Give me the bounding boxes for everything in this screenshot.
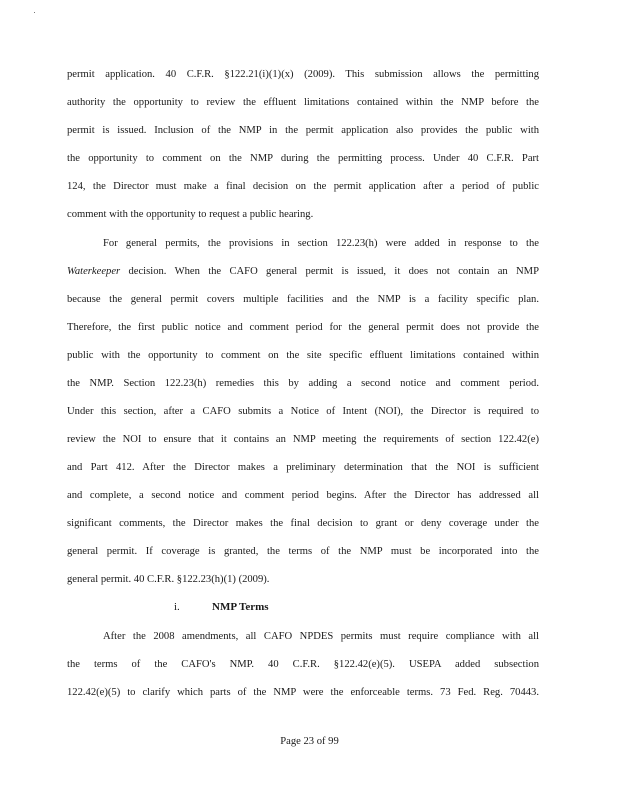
paragraph-2-line-12: general permit. If coverage is granted, the terms of the NMP must be incorporated into the: [67, 546, 539, 557]
paragraph-2-line-11: significant comments, the Director makes the final decision to grant or deny coverage under the: [67, 518, 539, 529]
paragraph-1-line-3: permit is issued. Inclusion of the NMP in the permit application also provides the public with: [67, 125, 539, 136]
paragraph-2-line-2-rest: decision. When the CAFO general permit is issued, it does not contain an NMP: [120, 266, 539, 277]
paragraph-3-line-2: the terms of the CAFO's NMP. 40 C.F.R. §122.42(e)(5). USEPA added subsection: [67, 659, 539, 670]
section-heading: [174, 600, 269, 614]
paragraph-2-line-3: because the general permit covers multiple facilities and the NMP is a facility specific plan.: [67, 294, 539, 305]
case-name-italic: Waterkeeper: [67, 266, 121, 277]
paragraph-2-line-5: public with the opportunity to comment on the site specific effluent limitations contained within: [67, 350, 539, 361]
paragraph-2-line-9: and Part 412. After the Director makes a preliminary determination that the NOI is sufficient: [67, 462, 539, 473]
paragraph-1-line-6: comment with the opportunity to request a public hearing.: [67, 209, 314, 220]
paragraph-2-line-10: and complete, a second notice and comment period begins. After the Director has addressed all: [67, 490, 539, 501]
paragraph-1-line-4: the opportunity to comment on the NMP during the permitting process. Under 40 C.F.R. Part: [67, 153, 539, 164]
paragraph-1-line-2: authority the opportunity to review the effluent limitations contained within the NMP before the: [67, 97, 539, 108]
scan-speck: [34, 12, 35, 13]
paragraph-2-line-7: Under this section, after a CAFO submits a Notice of Intent (NOI), the Director is required to: [67, 406, 539, 417]
paragraph-1-line-5: 124, the Director must make a final decision on the permit application after a period of public: [67, 181, 539, 192]
paragraph-2-line-13: general permit. 40 C.F.R. §122.23(h)(1) (2009).: [67, 574, 270, 585]
section-heading-number: i.: [174, 601, 180, 613]
page-number-footer: Page 23 of 99: [280, 736, 339, 747]
paragraph-2-line-2: [67, 265, 539, 279]
paragraph-2-line-6: the NMP. Section 122.23(h) remedies this by adding a second notice and comment period.: [67, 378, 539, 389]
paragraph-2-line-1: For general permits, the provisions in section 122.23(h) were added in response to the: [103, 238, 539, 249]
paragraph-1-line-1: permit application. 40 C.F.R. §122.21(i)(1)(x) (2009). This submission allows the permitting: [67, 69, 539, 80]
paragraph-3-line-3: 122.42(e)(5) to clarify which parts of the NMP were the enforceable terms. 73 Fed. Reg. 70443.: [67, 687, 539, 698]
paragraph-3-line-1: After the 2008 amendments, all CAFO NPDES permits must require compliance with all: [103, 631, 539, 642]
paragraph-2-line-8: review the NOI to ensure that it contains an NMP meeting the requirements of section 122.42(e): [67, 434, 539, 445]
paragraph-2-line-4: Therefore, the first public notice and comment period for the general permit does not provide the: [67, 322, 539, 333]
section-heading-title: NMP Terms: [212, 601, 269, 613]
